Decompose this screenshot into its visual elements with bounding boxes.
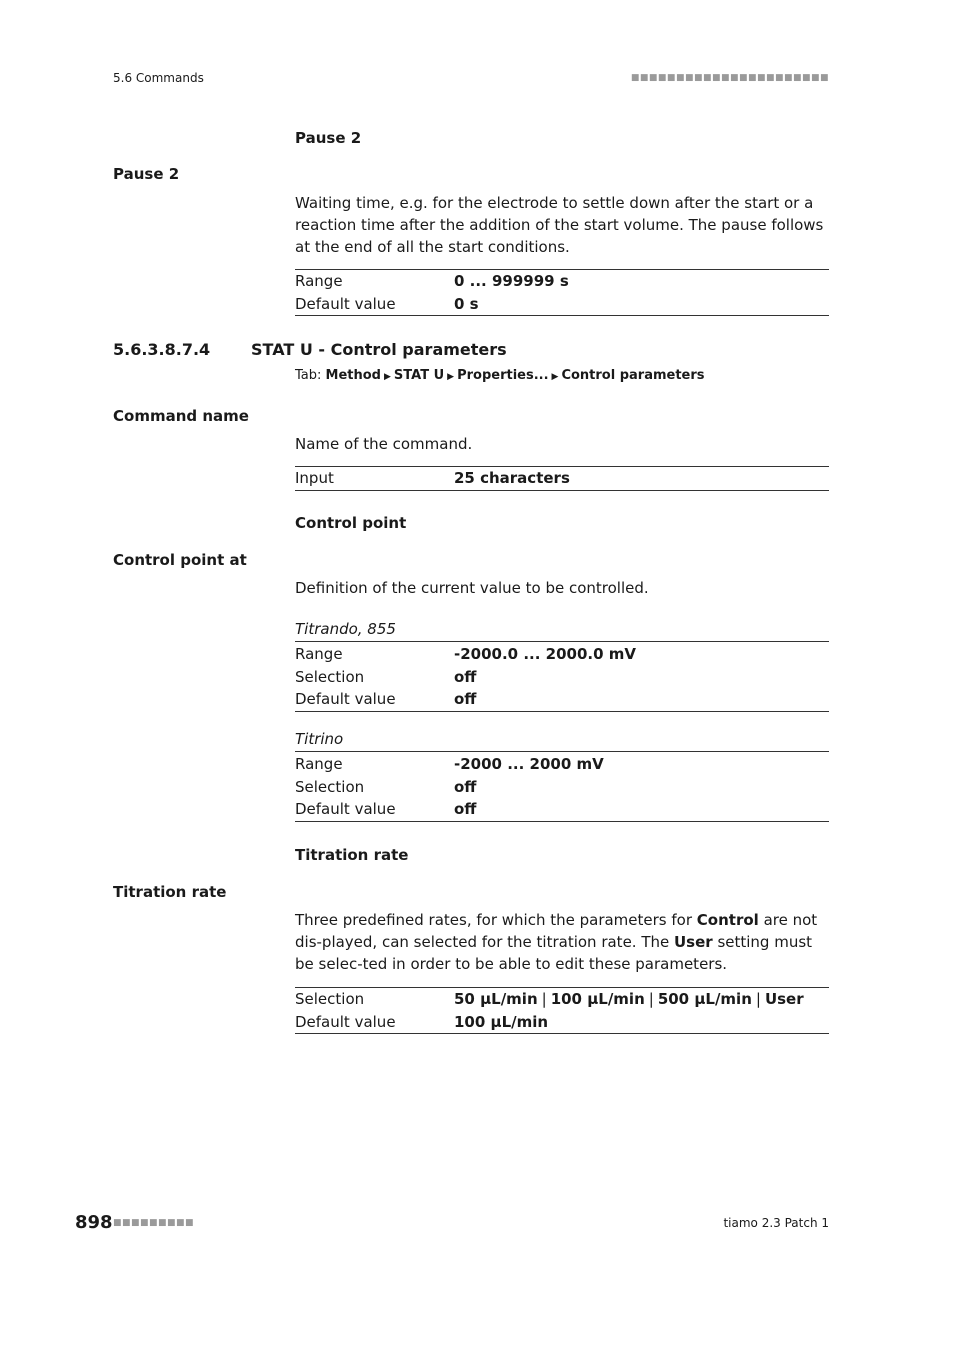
param-key: Default value xyxy=(295,690,396,709)
param-value xyxy=(454,988,829,1011)
titration-rate-description xyxy=(295,909,829,975)
param-value: 0 ... 999999 s xyxy=(454,272,569,291)
pause-subheading: Pause 2 xyxy=(295,129,362,147)
pause-param-table xyxy=(295,269,829,316)
option: 50 µL/min xyxy=(454,990,538,1009)
titration-rate-param-table xyxy=(295,987,829,1034)
param-key: Range xyxy=(295,645,343,664)
param-row xyxy=(295,798,829,821)
running-header-section: 5.6 Commands xyxy=(113,71,204,85)
param-key: Selection xyxy=(295,990,365,1009)
param-row xyxy=(295,1011,829,1034)
titration-rate-label: Titration rate xyxy=(113,883,227,901)
desc-text: are not dis-played, can selected for the titration rate. The xyxy=(295,911,818,951)
param-value: off xyxy=(454,800,477,819)
titration-rate-subheading: Titration rate xyxy=(295,846,409,864)
command-name-description: Name of the command. xyxy=(295,435,473,453)
param-key: Range xyxy=(295,755,343,774)
product-name: tiamo 2.3 Patch 1 xyxy=(723,1216,829,1230)
param-key: Selection xyxy=(295,667,365,686)
param-value: 100 µL/min xyxy=(454,1012,549,1031)
param-value: off xyxy=(454,690,477,709)
page-number: 898 xyxy=(75,1212,113,1233)
control-point-subheading: Control point xyxy=(295,514,407,532)
desc-emphasis: Control xyxy=(696,911,759,929)
desc-text: Three predefined rates, for which the parameters for xyxy=(295,911,697,929)
param-row xyxy=(295,666,829,689)
param-row xyxy=(295,643,829,666)
param-row xyxy=(295,776,829,799)
param-key: Input xyxy=(295,469,334,488)
param-row xyxy=(295,270,829,293)
option: 100 µL/min xyxy=(550,990,645,1009)
tab-path-item: Properties... xyxy=(457,368,549,383)
param-value: 25 characters xyxy=(454,469,570,488)
table-caption: Titrino xyxy=(295,730,829,752)
table-caption: Titrando, 855 xyxy=(295,620,829,642)
tab-path-item: STAT U xyxy=(393,368,445,383)
tab-prefix: Tab: xyxy=(295,368,322,383)
command-name-label: Command name xyxy=(113,407,249,425)
arrow-right-icon: ▶ xyxy=(384,372,391,382)
param-row xyxy=(295,988,829,1011)
pause-label: Pause 2 xyxy=(113,165,180,183)
section-number: 5.6.3.8.7.4 xyxy=(113,340,211,359)
param-key: Default value xyxy=(295,800,396,819)
arrow-right-icon: ▶ xyxy=(551,372,559,382)
param-key: Range xyxy=(295,272,343,291)
param-key: Default value xyxy=(295,1012,396,1031)
param-value: -2000 ... 2000 mV xyxy=(454,755,604,774)
tab-path-item: Method xyxy=(325,368,381,383)
separator: | xyxy=(541,990,547,1009)
param-row xyxy=(295,688,829,711)
control-point-description: Definition of the current value to be controlled. xyxy=(295,579,649,597)
param-value: 0 s xyxy=(454,294,479,313)
param-value: off xyxy=(454,777,477,796)
tab-path xyxy=(295,368,705,383)
arrow-right-icon: ▶ xyxy=(447,372,455,382)
titrino-param-table xyxy=(295,753,829,822)
tab-path-item: Control parameters xyxy=(561,368,705,383)
control-point-label: Control point at xyxy=(113,551,247,569)
param-value: off xyxy=(454,667,477,686)
desc-text: setting must be selec-ted in order to be able to edit these parameters. xyxy=(295,933,813,973)
param-key: Default value xyxy=(295,294,396,313)
titrando-param-table xyxy=(295,643,829,712)
desc-emphasis: User xyxy=(674,933,713,951)
param-value: -2000.0 ... 2000.0 mV xyxy=(454,645,636,664)
separator: | xyxy=(648,990,654,1009)
param-key: Selection xyxy=(295,777,365,796)
param-row xyxy=(295,293,829,316)
command-name-param-table xyxy=(295,466,829,491)
param-row xyxy=(295,753,829,776)
running-header-dots: ■■■■■■■■■■■■■■■■■■■■■■ xyxy=(630,73,829,83)
pause-description: Waiting time, e.g. for the electrode to settle down after the start or a reaction time after the addition of the start volume. The pause follows at the end of all the start conditions. xyxy=(295,194,824,256)
footer-dots: ■■■■■■■■■ xyxy=(113,1218,195,1228)
option: 500 µL/min xyxy=(657,990,752,1009)
option: User xyxy=(764,990,804,1009)
param-row xyxy=(295,467,829,491)
separator: | xyxy=(755,990,761,1009)
section-title: STAT U - Control parameters xyxy=(251,340,507,359)
